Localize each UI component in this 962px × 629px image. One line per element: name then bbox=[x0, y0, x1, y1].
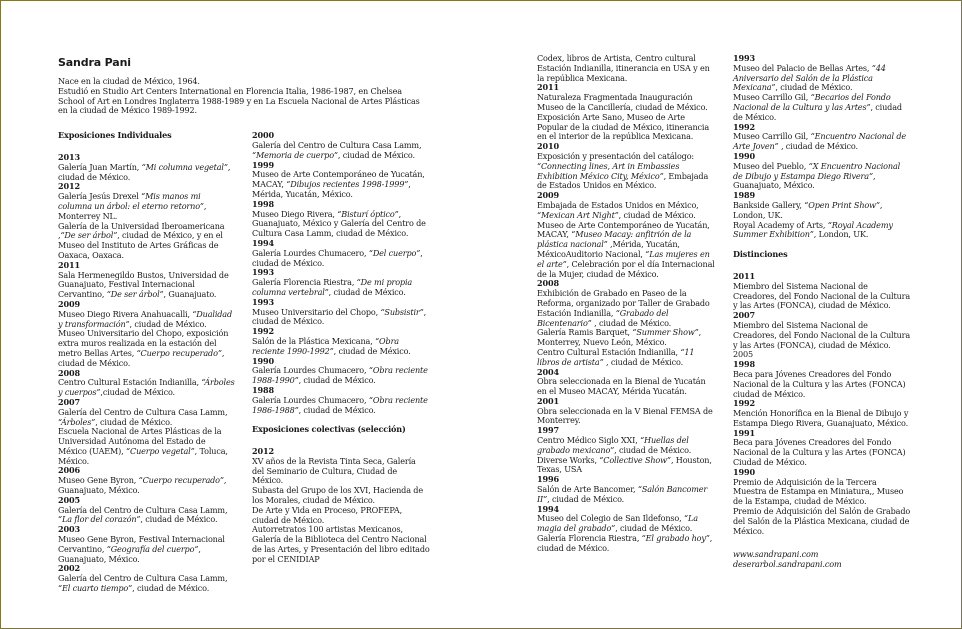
exhibition-entry: Beca para Jóvenes Creadores del Fondo Nacional de la Cultura y las Artes (FONCA) ciudad de México. bbox=[733, 368, 906, 399]
exhibition-entry: Salón de la Plástica Mexicana, “Obra reciente 1990-1992”, ciudad de México. bbox=[252, 335, 411, 356]
year-label: 1988 bbox=[252, 384, 274, 395]
year-label: 1996 bbox=[537, 474, 559, 485]
exhibition-entry: Miembro del Sistema Nacional de Creadores, del Fondo Nacional de la Cultura y las Artes (FONCA), ciudad de México. 2005 bbox=[733, 319, 911, 360]
exhibition-entry: Galería Lourdes Chumacero, “Obra reciente 1986-1988”, ciudad de México. bbox=[252, 394, 428, 415]
exhibition-entry: Museo Gene Byron, “Cuerpo recuperado”, Guanajuato, México. bbox=[58, 475, 227, 496]
exhibition-entry: Galería Lourdes Chumacero, “Obra reciente 1988-1990”, ciudad de México. bbox=[252, 365, 428, 386]
exhibition-entry: Exhibición de Grabado en Paseo de la Reforma, organizado por Taller de Grabado Estación Indianilla, “Grabado del Bicentenario” , ciudad de México. bbox=[537, 288, 710, 328]
year-label: 2012 bbox=[252, 446, 274, 457]
exhibition-entry: Museo del Palacio de Bellas Artes, “44 Aniversario del Salón de la Plástica Mexicana”, ciudad de México. bbox=[733, 62, 886, 93]
year-label: 2006 bbox=[58, 465, 80, 476]
individual-list-1 bbox=[58, 153, 236, 594]
exhibition-entry: Museo de Arte Contemporáneo de Yucatán, MACAY, “Museo Macay: anfitrión de la plástica nacional” ,Mérida, Yucatán, MéxicoAuditorio Nacional, “Las mujeres en el arte”, Celebración por el día Internacional de la Mujer, ciudad de México. bbox=[537, 219, 715, 279]
distinctions-list bbox=[733, 272, 911, 537]
exhibition-entry: Galería del Centro de Cultura Casa Lamm, “La flor del corazón”, ciudad de México. bbox=[58, 504, 228, 525]
bio-line: Estudió en Studio Art Centers International en Florencia Italia, 1986-1987, en Chelsea School of Art en Londres Inglaterra 1988-1989 y en La Escuela Nacional de Artes Plásticas en la ciudad de México 1989-1992. bbox=[58, 85, 420, 116]
collective-heading: Exposiciones colectivas (selección) bbox=[252, 424, 406, 435]
exhibition-entry: Galería Florencia Riestra, “De mi propia columna vertebral”, ciudad de México. bbox=[252, 277, 413, 297]
individual-list-2 bbox=[252, 131, 430, 415]
exhibition-entry: Bankside Gallery, “Open Print Show”, London, UK. bbox=[733, 199, 883, 220]
year-label: 2004 bbox=[537, 366, 559, 377]
year-label: 1998 bbox=[252, 198, 274, 209]
collective-list-2 bbox=[252, 447, 430, 565]
exhibition-entry: De Arte y Vida en Proceso, PROFEPA, ciudad de México. bbox=[252, 504, 403, 525]
exhibition-entry: Galería Juan Martín, “Mi columna vegetal”, ciudad de México. bbox=[58, 161, 231, 182]
year-label: 1997 bbox=[537, 425, 559, 436]
year-label: 2011 bbox=[733, 270, 755, 281]
exhibition-entry: Premio de Adquisición del Salón de Grabado del Salón de la Plástica Mexicana, ciudad de México. bbox=[733, 506, 911, 536]
exhibition-entry: Subasta del Grupo de los XVI, Hacienda de los Morales, ciudad de México. bbox=[252, 485, 423, 506]
exhibition-entry: Galería del Centro de Cultura Casa Lamm, “Árboles”, ciudad de México. bbox=[58, 406, 228, 427]
exhibition-entry: Museo de Arte Contemporáneo de Yucatán, MACAY, “Dibujos recientes 1998-1999”, Mérida, Yucatán, México. bbox=[252, 169, 425, 199]
exhibition-entry: Galería del Centro de Cultura Casa Lamm, “Memoria de cuerpo”, ciudad de México. bbox=[252, 139, 422, 160]
exhibition-entry: Museo Diego Rivera, “Bisturí óptico”, Guanajuato, México y Galería del Centro de Cultura Casa Lamm, ciudad de México. bbox=[252, 208, 426, 239]
exhibition-entry: Museo del Pueblo, “X Encuentro Nacional de Dibujo y Estampa Diego Rivera”, Guanajuato, México. bbox=[733, 160, 901, 191]
year-label: 2007 bbox=[733, 310, 755, 321]
exhibition-entry: Museo Universitario del Chopo, “Subsistir”, ciudad de México. bbox=[252, 306, 427, 327]
year-label: 1990 bbox=[252, 355, 274, 366]
year-label: 1993 bbox=[252, 296, 274, 307]
exhibition-entry: Escuela Nacional de Artes Plásticas de la Universidad Autónoma del Estado de México (UAEM), “Cuerpo vegetal”, Toluca, México. bbox=[58, 426, 228, 466]
year-label: 2009 bbox=[58, 298, 80, 309]
year-label: 1994 bbox=[252, 237, 274, 248]
individual-heading: Exposiciones Individuales bbox=[58, 130, 172, 141]
right-page bbox=[537, 54, 911, 570]
exhibition-entry: Naturaleza Fragmentada Inauguración Museo de la Cancillería, ciudad de México. bbox=[537, 92, 708, 112]
year-label: 1990 bbox=[733, 150, 755, 161]
exhibition-entry: Centro Médico Siglo XXI, “Huellas del grabado mexicano”, ciudad de México. bbox=[537, 435, 692, 455]
exhibition-entry: Galería de la Universidad Iberoamericana ,“De ser árbol”, ciudad de México, y en el Museo del Instituto de Artes Gráficas de Oaxaca, Oaxaca. bbox=[58, 220, 225, 260]
exhibition-entry: Obra seleccionada en la Bienal de Yucatán en el Museo MACAY, Mérida Yucatán. bbox=[537, 376, 706, 397]
collective-list-4 bbox=[733, 54, 911, 240]
exhibition-entry: Royal Academy of Arts, “Royal Academy Summer Exhibition”, London, UK. bbox=[733, 219, 893, 240]
year-label: 2009 bbox=[537, 190, 559, 201]
year-label: 1993 bbox=[252, 267, 274, 278]
artist-name: Sandra Pani bbox=[58, 56, 131, 69]
distinctions-heading: Distinciones bbox=[733, 249, 788, 260]
year-label: 2010 bbox=[537, 141, 559, 152]
year-label: 2008 bbox=[58, 367, 80, 378]
year-label: 1990 bbox=[733, 466, 755, 477]
column-1 bbox=[58, 131, 236, 594]
exhibition-entry: Museo Carrillo Gil, “Becarios del Fondo Nacional de la Cultura y las Artes”, ciudad de México. bbox=[733, 92, 902, 122]
contact bbox=[733, 550, 911, 570]
exhibition-entry: Galería Ramis Barquet, “Summer Show”, Monterrey, Nuevo León, México. bbox=[537, 327, 702, 348]
exhibition-entry: XV años de la Revista Tinta Seca, Galería del Seminario de Cultura, Ciudad de México. bbox=[252, 455, 416, 486]
website-link[interactable]: www.sandrapani.com bbox=[733, 549, 819, 560]
exhibition-entry: Galería Lourdes Chumacero, “Del cuerpo”, ciudad de México. bbox=[252, 247, 423, 268]
exhibition-entry: Exposición y presentación del catálogo: “Connecting lines, Art in Embassies Exhibition México City, México”, Embajada de Estados Unidos en México. bbox=[537, 150, 709, 191]
year-label: 1992 bbox=[733, 398, 755, 409]
year-label: 2001 bbox=[537, 395, 559, 406]
year-label: 2008 bbox=[537, 278, 559, 289]
exhibition-entry: Salón de Arte Bancomer, “Salón Bancomer II”, ciudad de México. bbox=[537, 484, 708, 504]
year-label: 1989 bbox=[733, 190, 755, 201]
right-columns bbox=[537, 54, 911, 570]
year-label: 2013 bbox=[58, 151, 80, 162]
exhibition-entry: Obra seleccionada en la V Bienal FEMSA de Monterrey. bbox=[537, 405, 713, 426]
column-3 bbox=[537, 54, 715, 570]
exhibition-entry: Exposición Arte Sano, Museo de Arte Popular de la ciudad de México, itinerancia en el interior de la república Mexicana. bbox=[537, 111, 710, 142]
exhibition-entry: Centro Cultural Estación Indianilla, “Árboles y cuerpos”,ciudad de México. bbox=[58, 377, 235, 398]
year-label: 2011 bbox=[58, 259, 80, 270]
column-4 bbox=[733, 54, 911, 570]
year-label: 2003 bbox=[58, 524, 80, 535]
exhibition-entry: Diverse Works, “Collective Show”, Houston, Texas, USA bbox=[537, 454, 712, 475]
bio-line: Nace en la ciudad de México, 1964. bbox=[58, 76, 200, 86]
exhibition-entry: Beca para Jóvenes Creadores del Fondo Nacional de la Cultura y las Artes (FONCA) Ciudad de México. bbox=[733, 437, 906, 468]
year-label: 1992 bbox=[252, 326, 274, 337]
year-label: 2012 bbox=[58, 181, 80, 192]
year-label: 2000 bbox=[252, 130, 274, 141]
left-page bbox=[58, 54, 430, 594]
exhibition-entry: Galería Jesús Drexel “Mis manos mi columna un árbol: el eterno retorno”, Monterrey NL. bbox=[58, 191, 207, 221]
year-label: 1994 bbox=[537, 503, 559, 514]
exhibition-entry: Museo Carrillo Gil, “Encuentro Nacional de Arte Joven” , ciudad de México. bbox=[733, 131, 907, 152]
exhibition-entry: Centro Cultural Estación Indianilla, “11 libros de artista” , ciudad de México. bbox=[537, 346, 695, 367]
year-label: 1998 bbox=[733, 359, 755, 370]
exhibition-entry: Miembro del Sistema Nacional de Creadores, del Fondo Nacional de la Cultura y las Artes (FONCA), ciudad de México. bbox=[733, 280, 911, 311]
exhibition-entry: Premio de Adquisición de la Tercera Muestra de Estampa en Miniatura,, Museo de la Estampa, ciudad de México. bbox=[733, 476, 904, 507]
exhibition-entry: Museo Universitario del Chopo, exposición extra muros realizada en la estación del metro Bellas Artes, “Cuerpo recuperado”, ciudad de México. bbox=[58, 328, 229, 368]
year-label: 2011 bbox=[537, 82, 559, 93]
year-label: 2007 bbox=[58, 396, 80, 407]
column-2 bbox=[252, 131, 430, 594]
exhibition-entry: Galería Florencia Riestra, “El grabado hoy”, ciudad de México. bbox=[537, 533, 713, 553]
exhibition-entry: Sala Hermenegildo Bustos, Universidad de Guanajuato, Festival Internacional Cervantino, “De ser árbol”, Guanajuato. bbox=[58, 269, 229, 300]
collective-list-3 bbox=[537, 54, 715, 554]
exhibition-entry: Museo Diego Rivera Anahuacalli, “Dualidad y transformación”, ciudad de México. bbox=[58, 308, 232, 329]
exhibition-entry: Mención Honorífica en la Bienal de Dibujo y Estampa Diego Rivera, Guanajuato, México. bbox=[733, 408, 909, 428]
left-columns bbox=[58, 131, 430, 594]
year-label: 1999 bbox=[252, 159, 274, 170]
exhibition-entry: Galería del Centro de Cultura Casa Lamm, “El cuarto tiempo”, ciudad de México. bbox=[58, 573, 228, 594]
year-label: 2002 bbox=[58, 563, 80, 574]
year-label: 1993 bbox=[733, 53, 755, 63]
exhibition-entry: Autorretratos 100 artistas Mexicanos, Galería de la Biblioteca del Centro Nacional de las Artes, y Presentación del libro editado por el CENIDIAP bbox=[252, 524, 430, 564]
bio bbox=[58, 77, 430, 116]
exhibition-entry: Codex, libros de Artista, Centro cultural Estación Indianilla, itinerancia en USA y en la república Mexicana. bbox=[537, 53, 710, 83]
exhibition-entry: Embajada de Estados Unidos en México, “Mexican Art Night”, ciudad de México. bbox=[537, 199, 699, 220]
exhibition-entry: Museo Gene Byron, Festival Internacional Cervantino, “Geografía del cuerpo”, Guanajuato, México. bbox=[58, 534, 225, 564]
website-link-2[interactable]: deserarbol.sandrapani.com bbox=[733, 559, 842, 570]
exhibition-entry: Museo del Colegio de San Ildefonso, “La magia del grabado”, ciudad de México. bbox=[537, 513, 698, 534]
year-label: 1991 bbox=[733, 427, 755, 438]
year-label: 2005 bbox=[58, 494, 80, 505]
year-label: 1992 bbox=[733, 121, 755, 132]
